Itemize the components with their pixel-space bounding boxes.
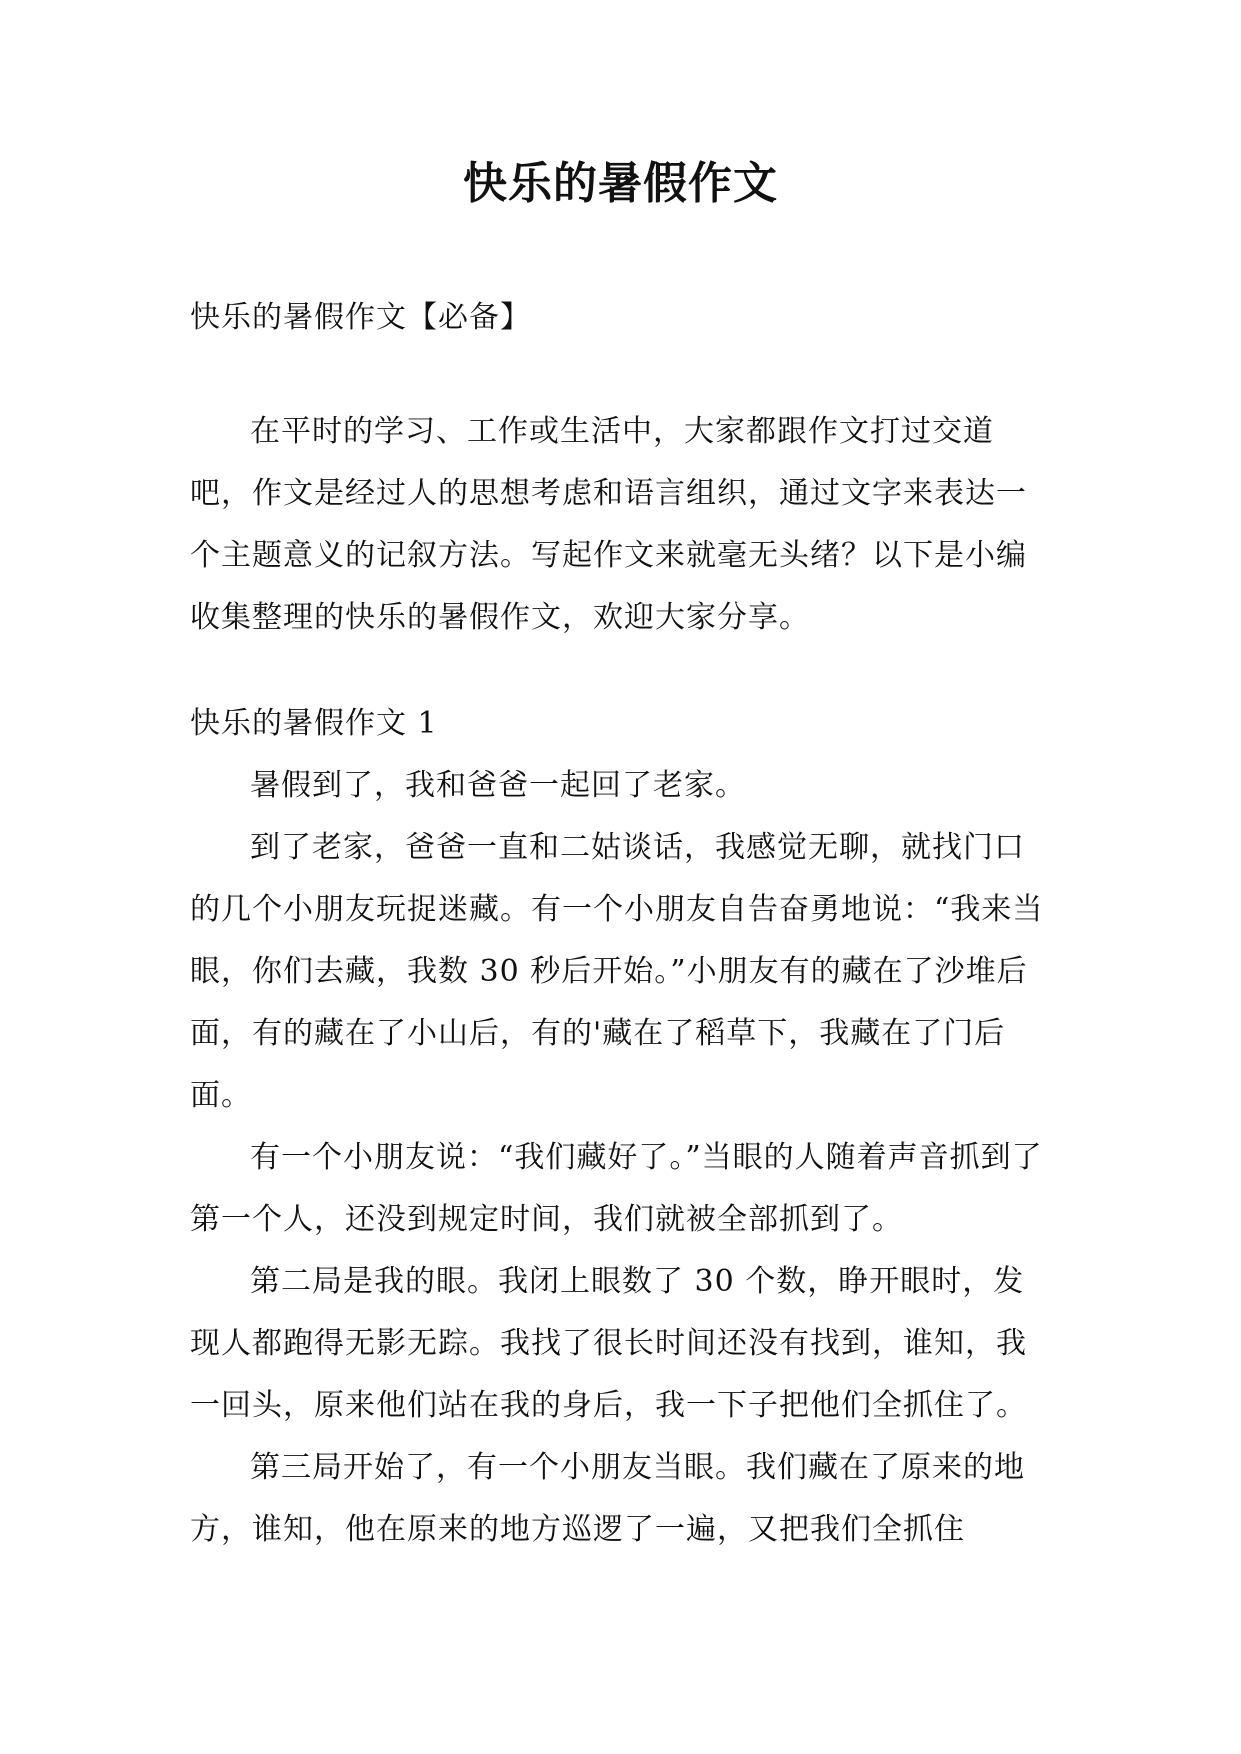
paragraph-3: 有一个小朋友说：“我们藏好了。”当眼的人随着声音抓到了第一个人，还没到规定时间，我们就被全部抓到了。 [190,1140,1043,1237]
document-subtitle: 快乐的暑假作文【必备】 [190,300,531,335]
paragraph-5: 第三局开始了，有一个小朋友当眼。我们藏在了原来的地方，谁知，他在原来的地方巡逻了一遍，又把我们全抓住 [190,1450,1025,1547]
section-heading: 快乐的暑假作文 1 [190,706,438,741]
paragraph-1: 暑假到了，我和爸爸一起回了老家。 [250,768,746,803]
paragraph-2: 到了老家，爸爸一直和二姑谈话，我感觉无聊，就找门口的几个小朋友玩捉迷藏。有一个小朋友自告奋勇地说：“我来当眼，你们去藏，我数 30 秒后开始。”小朋友有的藏在了沙堆后面，有的藏在了小山后，有的'藏在了稻草下，我藏在了门后面。 [190,830,1044,1113]
document-title: 快乐的暑假作文 [463,158,778,209]
intro-section [190,401,1050,649]
paragraph-4: 第二局是我的眼。我闭上眼数了 30 个数，睁开眼时，发现人都跑得无影无踪。我找了很长时间还没有找到，谁知，我一回头，原来他们站在我的身后，我一下子把他们全抓住了。 [190,1264,1027,1423]
intro-paragraph: 在平时的学习、工作或生活中，大家都跟作文打过交道吧，作文是经过人的思想考虑和语言组织，通过文字来表达一个主题意义的记叙方法。写起作文来就毫无头绪？以下是小编收集整理的快乐的暑假作文，欢迎大家分享。 [190,414,1027,635]
essay-section [190,693,1050,1561]
